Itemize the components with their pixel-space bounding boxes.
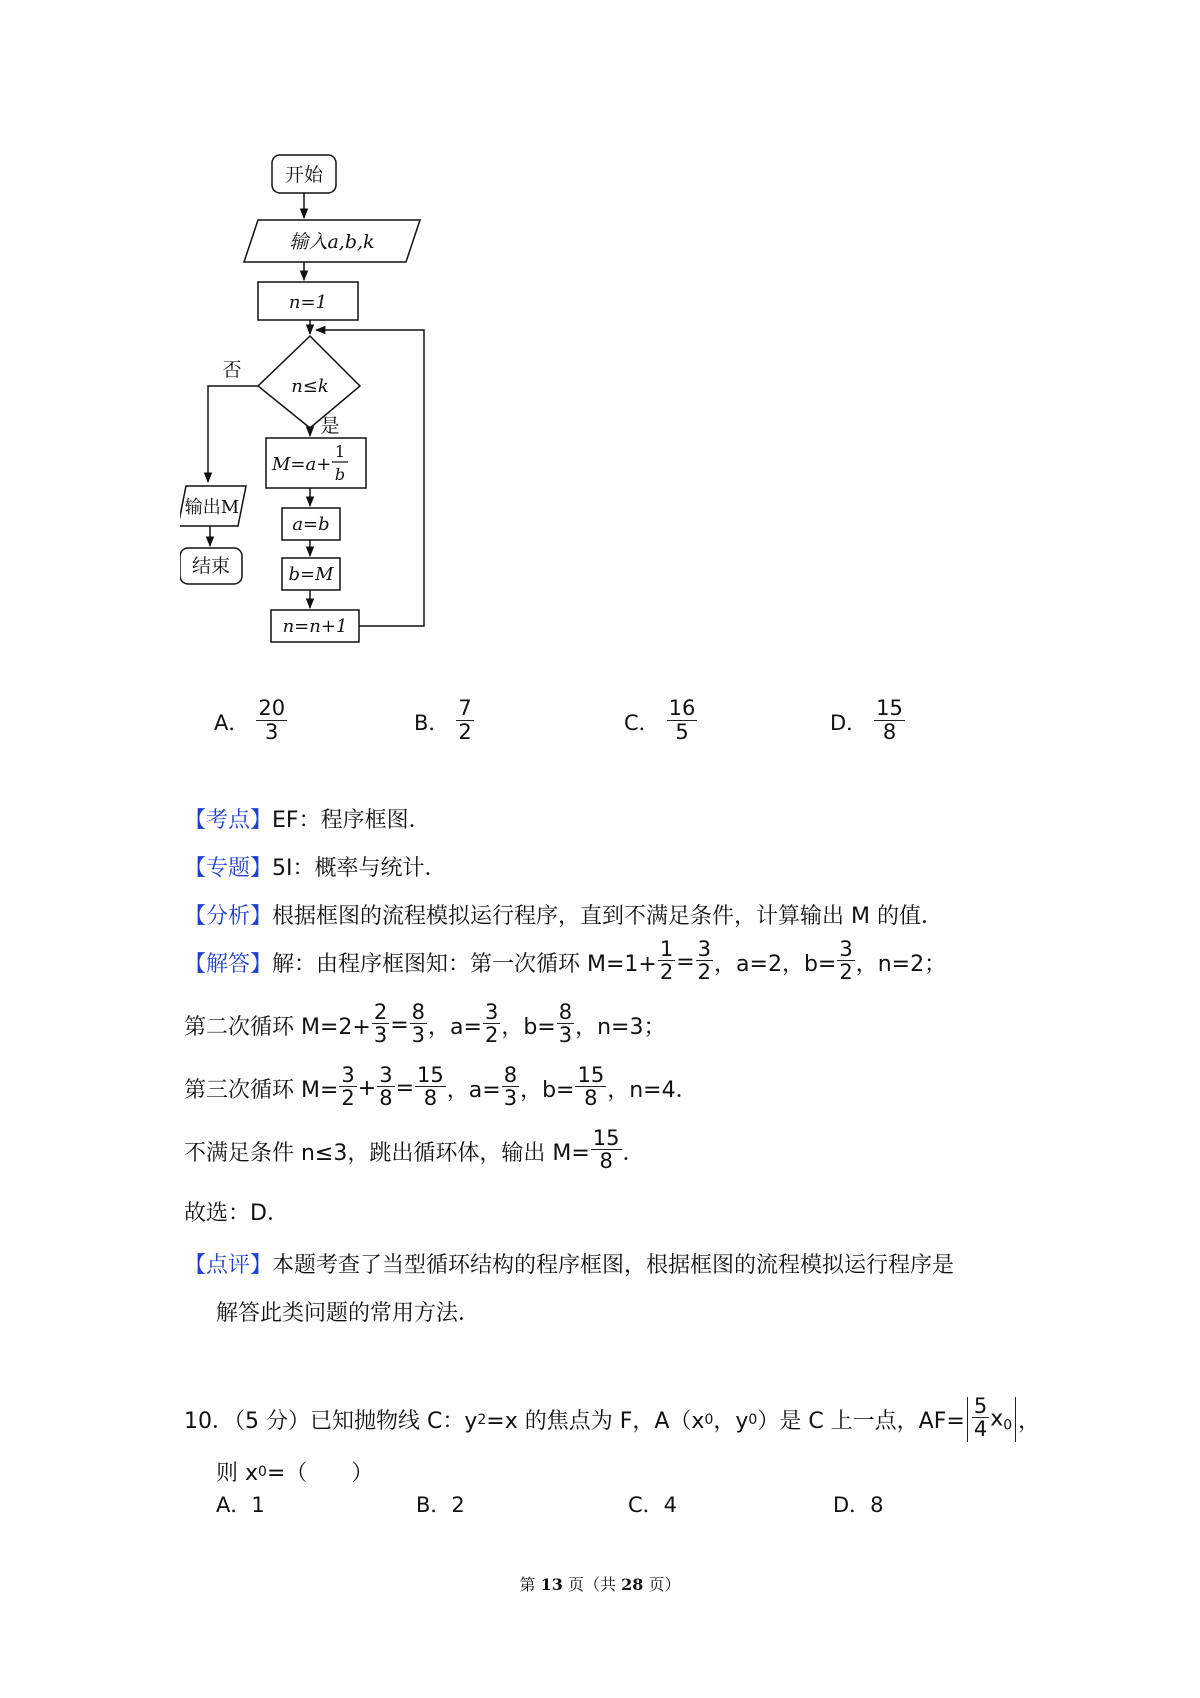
option-letter: D． (830, 711, 868, 735)
text-run: ，n=4． (607, 1078, 698, 1104)
condition-label: n≤k (291, 376, 329, 397)
step-b-label: b=M (288, 564, 334, 585)
text-run: =x 的焦点为 F，A（x (486, 1409, 705, 1435)
fraction: $\frac{8}{3}$ (411, 1000, 426, 1048)
dianping-tag: 【点评】 (184, 1253, 273, 1278)
fraction: $\frac{2}{3}$ (373, 1000, 388, 1048)
text-run: ，b= (501, 1015, 556, 1041)
fraction: $\frac{3}{2}$ (839, 937, 853, 985)
option-fraction: $\frac{15}{8}$ (876, 696, 903, 744)
fenxi-line (184, 899, 943, 930)
zhuanti-tag: 【专题】 (184, 856, 273, 881)
option-d: D．8 (833, 1493, 884, 1517)
footer-text: 页（共 (567, 1575, 616, 1594)
option-fraction: $\frac{20}{3}$ (258, 696, 286, 744)
text-run: ， (1018, 1409, 1041, 1435)
subscript: 0 (748, 1411, 758, 1428)
text-run: ，n=3； (575, 1015, 666, 1041)
fraction: $\frac{3}{2}$ (697, 937, 712, 985)
kaodian-tag: 【考点】 (184, 808, 273, 833)
text-run: 本题考查了当型循环结构的程序框图，根据框图的流程模拟运行程序是 (272, 1253, 955, 1278)
zhuanti-text: 5I：概率与统计． (272, 856, 447, 881)
yes-label: 是 (320, 415, 340, 437)
option-letter: A． (214, 711, 250, 735)
step-a-label: a=b (292, 514, 330, 535)
step-m-den: b (334, 465, 346, 484)
jieda-line-5 (184, 1196, 289, 1227)
total-pages: 28 (621, 1575, 644, 1594)
jieda-line-3 (184, 1063, 698, 1111)
jieda-line-1 (184, 937, 947, 985)
no-label: 否 (222, 359, 242, 381)
text-run: = (390, 1013, 409, 1039)
start-label: 开始 (284, 164, 324, 186)
fraction: $\frac{8}{3}$ (503, 1063, 518, 1111)
end-label: 结束 (191, 555, 231, 577)
kaodian-text: EF：程序框图． (272, 808, 431, 833)
jieda-tag: 【解答】 (184, 952, 273, 978)
option-fraction: $\frac{7}{2}$ (458, 696, 472, 744)
fraction: $\frac{5}{4}$ (973, 1394, 988, 1442)
fraction: $\frac{3}{8}$ (379, 1063, 393, 1111)
fraction: $\frac{15}{8}$ (577, 1063, 605, 1111)
option-b (414, 692, 475, 752)
jieda-line-4 (184, 1126, 645, 1174)
question10-line-1 (184, 1394, 1041, 1442)
fraction: $\frac{3}{2}$ (341, 1063, 355, 1111)
option-a: A．1 (216, 1493, 265, 1517)
absolute-value: $\frac{5}{4}$ $x_0$ (967, 1397, 1016, 1442)
kaodian-line (184, 803, 431, 834)
question10-line-2 (216, 1456, 373, 1487)
text-run: 第三次循环 M= (184, 1078, 339, 1104)
footer-text: 第 (519, 1575, 536, 1594)
option-fraction: $\frac{16}{5}$ (668, 696, 696, 744)
text-run: ）是 C 上一点，AF= (757, 1409, 965, 1435)
text-run: 不满足条件 n≤3，跳出循环体，输出 M= (184, 1141, 590, 1167)
text-run: ，a= (428, 1015, 482, 1041)
superscript: 2 (477, 1411, 487, 1428)
fraction: $\frac{15}{8}$ (592, 1126, 620, 1174)
dianping-line-2 (216, 1296, 480, 1327)
jieda-line-2 (184, 1000, 666, 1048)
page-footer (0, 1572, 1200, 1595)
text-run: = (676, 950, 695, 976)
fraction: $\frac{8}{3}$ (558, 1000, 573, 1048)
option-letter: B． (414, 711, 450, 735)
init-label: n=1 (288, 292, 328, 313)
text-run: ，a=2，b= (714, 952, 837, 978)
subscript: 0 (704, 1411, 714, 1428)
text-run: ，b= (520, 1078, 575, 1104)
text-run: 10．（5 分）已知抛物线 C：y (184, 1409, 478, 1435)
output-label: 输出M (184, 497, 240, 518)
fenxi-text: 根据框图的流程模拟运行程序，直到不满足条件，计算输出 M 的值． (272, 904, 943, 929)
fraction: $\frac{1}{2}$ (659, 937, 674, 985)
dianping-line-1 (184, 1248, 954, 1279)
text-run: ，y (713, 1409, 749, 1435)
text-run: = (395, 1076, 415, 1102)
text-run: ，a= (446, 1078, 501, 1104)
subscript: 0 (258, 1463, 267, 1480)
fenxi-tag: 【分析】 (184, 904, 273, 929)
option-letter: C． (624, 711, 660, 735)
footer-text: 页） (648, 1575, 681, 1594)
fraction: $\frac{3}{2}$ (484, 1000, 499, 1048)
text-run: + (357, 1076, 377, 1102)
input-label: 输入a,b,k (289, 231, 375, 253)
zhuanti-line (184, 851, 447, 882)
text-run: =（ ） (266, 1461, 374, 1486)
text-run: 则 x (216, 1461, 259, 1486)
option-a (214, 692, 288, 752)
text-run: ． (622, 1141, 645, 1167)
fraction: $\frac{15}{8}$ (417, 1063, 444, 1111)
option-d (830, 692, 906, 752)
step-m-num: 1 (334, 442, 346, 461)
text-run: ，n=2； (855, 952, 947, 978)
step-n-label: n=n+1 (282, 616, 348, 637)
text-run: 故选：D． (184, 1201, 289, 1226)
text-run: 解：由程序框图知：第一次循环 M=1+ (272, 952, 657, 978)
step-m-prefix: M=a+ (272, 454, 332, 475)
option-b: B．2 (416, 1493, 465, 1517)
flowchart (180, 150, 500, 690)
page-number: 13 (540, 1575, 563, 1594)
option-c: C．4 (628, 1493, 678, 1517)
text-run: 解答此类问题的常用方法． (216, 1301, 481, 1326)
text-run: 第二次循环 M=2+ (184, 1015, 371, 1041)
question9-options (214, 692, 974, 752)
option-c (624, 692, 698, 752)
